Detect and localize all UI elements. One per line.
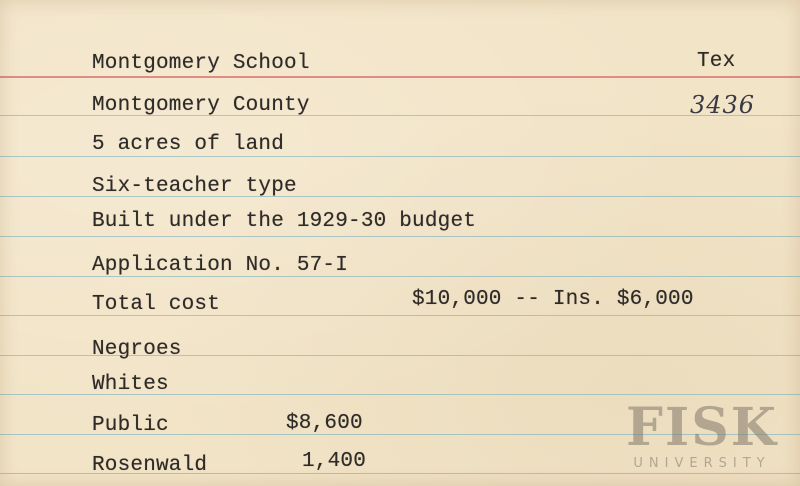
whites-label: Whites bbox=[92, 373, 169, 396]
rosenwald-value: 1,400 bbox=[302, 450, 367, 473]
application-number: Application No. 57-I bbox=[92, 254, 349, 277]
fisk-university-logo bbox=[612, 397, 792, 478]
logo-subtitle: UNIVERSITY bbox=[633, 456, 771, 471]
total-cost-value: $10,000 -- Ins. $6,000 bbox=[412, 288, 694, 311]
school-type: Six-teacher type bbox=[92, 175, 297, 198]
county-name: Montgomery County bbox=[92, 94, 310, 117]
handwritten-number: 3436 bbox=[690, 91, 756, 119]
negroes-label: Negroes bbox=[92, 338, 182, 361]
school-name: Montgomery School bbox=[92, 52, 310, 75]
total-cost-label: Total cost bbox=[92, 293, 221, 316]
rosenwald-label: Rosenwald bbox=[92, 454, 208, 477]
public-label: Public bbox=[92, 414, 169, 437]
land-area: 5 acres of land bbox=[92, 133, 285, 156]
state-label: Tex bbox=[697, 50, 736, 73]
ruled-line bbox=[0, 236, 800, 237]
header-rule bbox=[0, 76, 800, 78]
budget-line: Built under the 1929-30 budget bbox=[92, 210, 477, 233]
public-value: $8,600 bbox=[286, 412, 363, 435]
logo-wordmark: FISK bbox=[626, 397, 778, 458]
